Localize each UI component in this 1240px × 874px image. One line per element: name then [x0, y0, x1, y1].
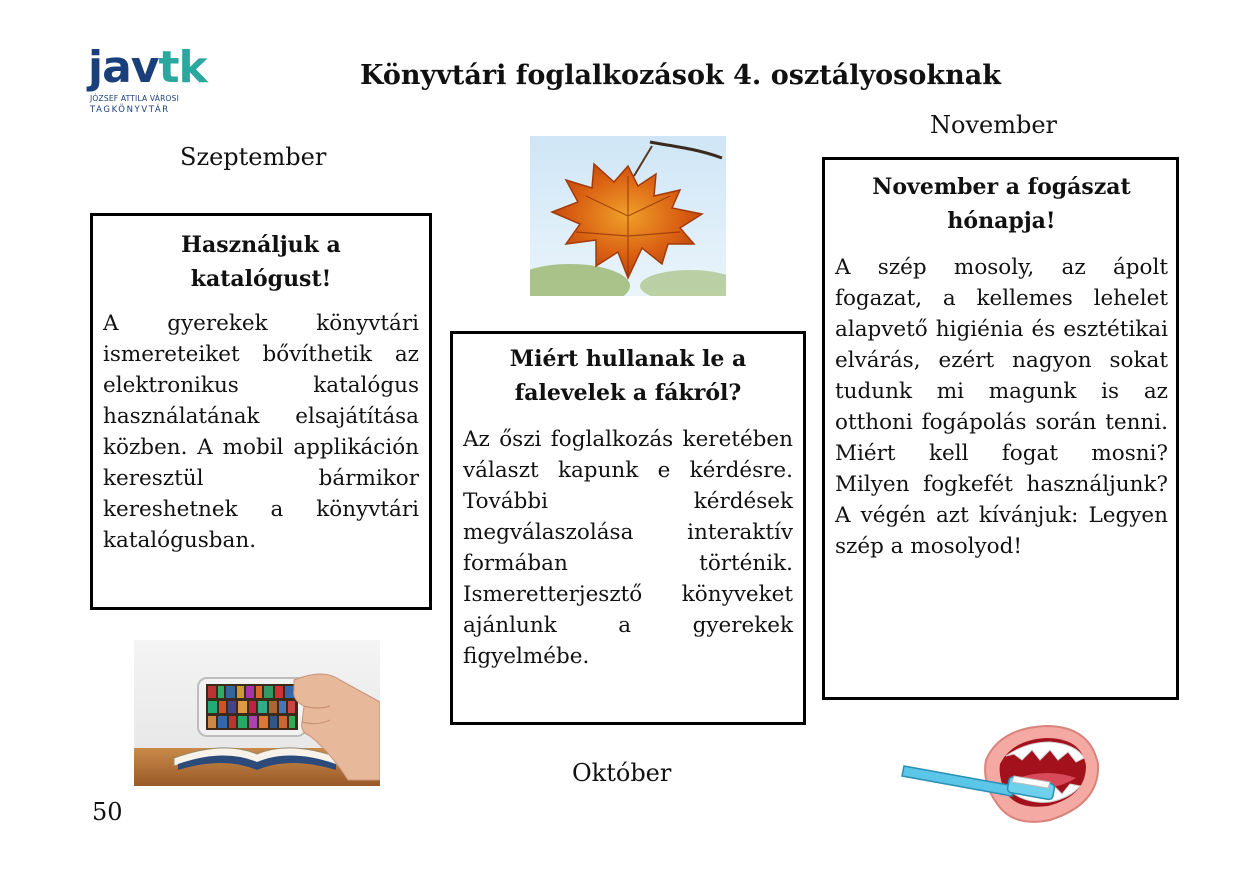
autumn-leaf-image: [530, 136, 726, 296]
toothbrush-mouth-image: [900, 722, 1106, 828]
card-november: [822, 157, 1179, 700]
month-label-october: Október: [572, 759, 672, 787]
card-september: [90, 213, 432, 610]
month-label-november: November: [930, 111, 1058, 139]
card-september-body: A gyerekek könyvtári ismereteiket bővíthetik az elektronikus katalógus használatának elsajátítása közben. A mobil applikáción keresztül bármikor kereshetnek a könyvtári katalógusban.: [103, 311, 419, 553]
card-september-heading: Használjuk a katalógust!: [181, 232, 341, 292]
month-label-september: Szeptember: [180, 143, 327, 171]
logo-line-1: JÓZSEF ATTILA VÁROSI: [90, 94, 179, 103]
card-november-body: A szép mosoly, az ápolt fogazat, a kellemes lehelet alapvető higiénia és esztétikai elvárás, ezért nagyon sokat tudunk mi magunk is az otthoni fogápolás során tenni. Miért kell fogat mosni? Milyen fogkefét használjunk? A végén azt kívánjuk: Legyen szép a mosolyod!: [835, 255, 1168, 559]
card-october-body: Az őszi foglalkozás keretében választ kapunk e kérdésre. További kérdések megválaszolása interaktív formában történik. Ismeretterjesztő könyveket ajánlunk a gyerekek figyelmébe.: [463, 427, 793, 669]
card-october-heading: Miért hullanak le a falevelek a fákról?: [509, 346, 747, 406]
mobile-catalog-image: [134, 640, 380, 786]
page-number: 50: [92, 798, 123, 826]
page-title: Könyvtári foglalkozások 4. osztályosoknak: [360, 60, 1001, 91]
logo-line-2: TAGKÖNYVTÁR: [90, 105, 170, 115]
card-october: [450, 331, 806, 725]
card-november-heading: November a fogászat hónapja!: [872, 174, 1131, 234]
logo-wordmark: javtk: [88, 42, 207, 93]
